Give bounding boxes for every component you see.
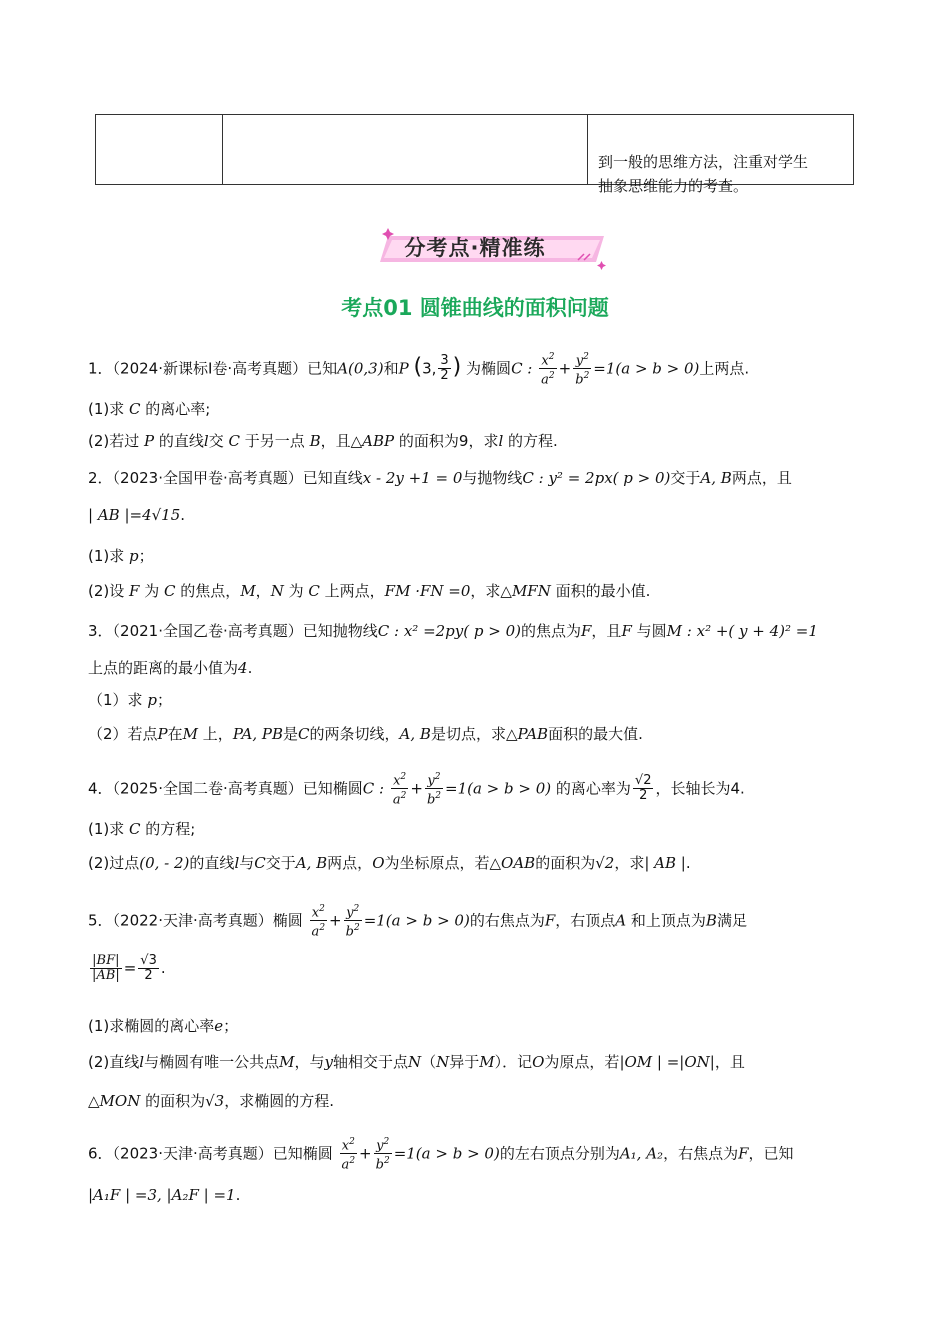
question-2-part-2: (2)设 F 为 C 的焦点，M，N 为 C 上两点，FM ·FN =0，求△MFN 面积的最小值. [88, 582, 651, 600]
question-3-part-1: （1）求 p； [88, 691, 172, 709]
question-2-line-2: | AB |=4√15. [88, 506, 186, 524]
question-6-line-2: |A₁F | =3, |A₂F | =1. [88, 1186, 241, 1204]
question-5: 5．（2022·天津·高考真题）椭圆 $\frac{x^2}{a^2}$ + $\frac{y^2}{b^2}$ =1(a > b > 0)的右焦点为F，右顶点A 和上顶点为B满足 [88, 904, 747, 940]
question-2-part-1: (1)求 p； [88, 547, 154, 565]
sparkle-icon [597, 261, 606, 270]
table-divider [587, 115, 588, 184]
question-4-part-2: (2)过点(0, - 2)的直线l与C交于A, B两点，O为坐标原点，若△OAB的面积为√2，求| AB |. [88, 854, 691, 872]
table-divider [222, 115, 223, 184]
question-3-line-2: 上点的距离的最小值为4. [88, 659, 253, 677]
question-5-part-1: (1)求椭圆的离心率e； [88, 1017, 239, 1035]
question-5-ratio: $\frac{|BF|}{|AB|}$ = $\frac{√3}{2}$ . [92, 953, 166, 983]
question-1-part-1: (1)求 C 的离心率; [88, 400, 211, 418]
question-2: 2．（2023·全国甲卷·高考真题）已知直线x - 2y +1 = 0与抛物线C : y² = 2px( p > 0)交于A, B两点，且 [88, 469, 792, 487]
question-6: 6．（2023·天津·高考真题）已知椭圆 $\frac{x^2}{a^2}$ + $\frac{y^2}{b^2}$ =1(a > b > 0)的左右顶点分别为A₁, A₂，右焦点为F，已知 [88, 1137, 794, 1173]
question-5-part-2-line-2: △MON 的面积为√3，求椭圆的方程. [88, 1092, 335, 1110]
question-3: 3．（2021·全国乙卷·高考真题）已知抛物线C : x² =2py( p > 0)的焦点为F，且F 与圆M : x² +( y + 4)² =1 [88, 622, 818, 640]
question-1-part-2: (2)若过 P 的直线l交 C 于另一点 B，且△ABP 的面积为9，求l 的方程. [88, 432, 558, 450]
question-5-part-2: (2)直线l与椭圆有唯一公共点M，与y轴相交于点N（N异于M）．记O为原点，若|OM | =|ON|，且 [88, 1053, 745, 1071]
table-cell-text: 到一般的思维方法，注重对学生 抽象思维能力的考查。 [598, 153, 809, 195]
question-4-part-1: (1)求 C 的方程; [88, 820, 196, 838]
question-4: 4．（2025·全国二卷·高考真题）已知椭圆C : $\frac{x^2}{a^2}$ + $\frac{y^2}{b^2}$ =1(a > b > 0) 的离心率为 $\frac{√2}{2}$ ，长轴长为4. [88, 772, 745, 808]
banner-title: 分考点·精准练 [404, 236, 546, 260]
question-3-part-2: （2）若点P在M 上，PA, PB是C的两条切线，A, B是切点，求△PAB面积的最大值. [88, 725, 643, 743]
question-1: 1．（2024·新课标Ⅰ卷·高考真题）已知A(0,3)和P (3, $\frac{3}{2}$ ) 为椭圆C : $\frac{x^2}{a^2}$ + $\frac{y^2}{b^2}$ =1(a > b > 0)上两点. [88, 352, 750, 388]
section-title: 考点01 圆锥曲线的面积问题 [341, 296, 609, 320]
